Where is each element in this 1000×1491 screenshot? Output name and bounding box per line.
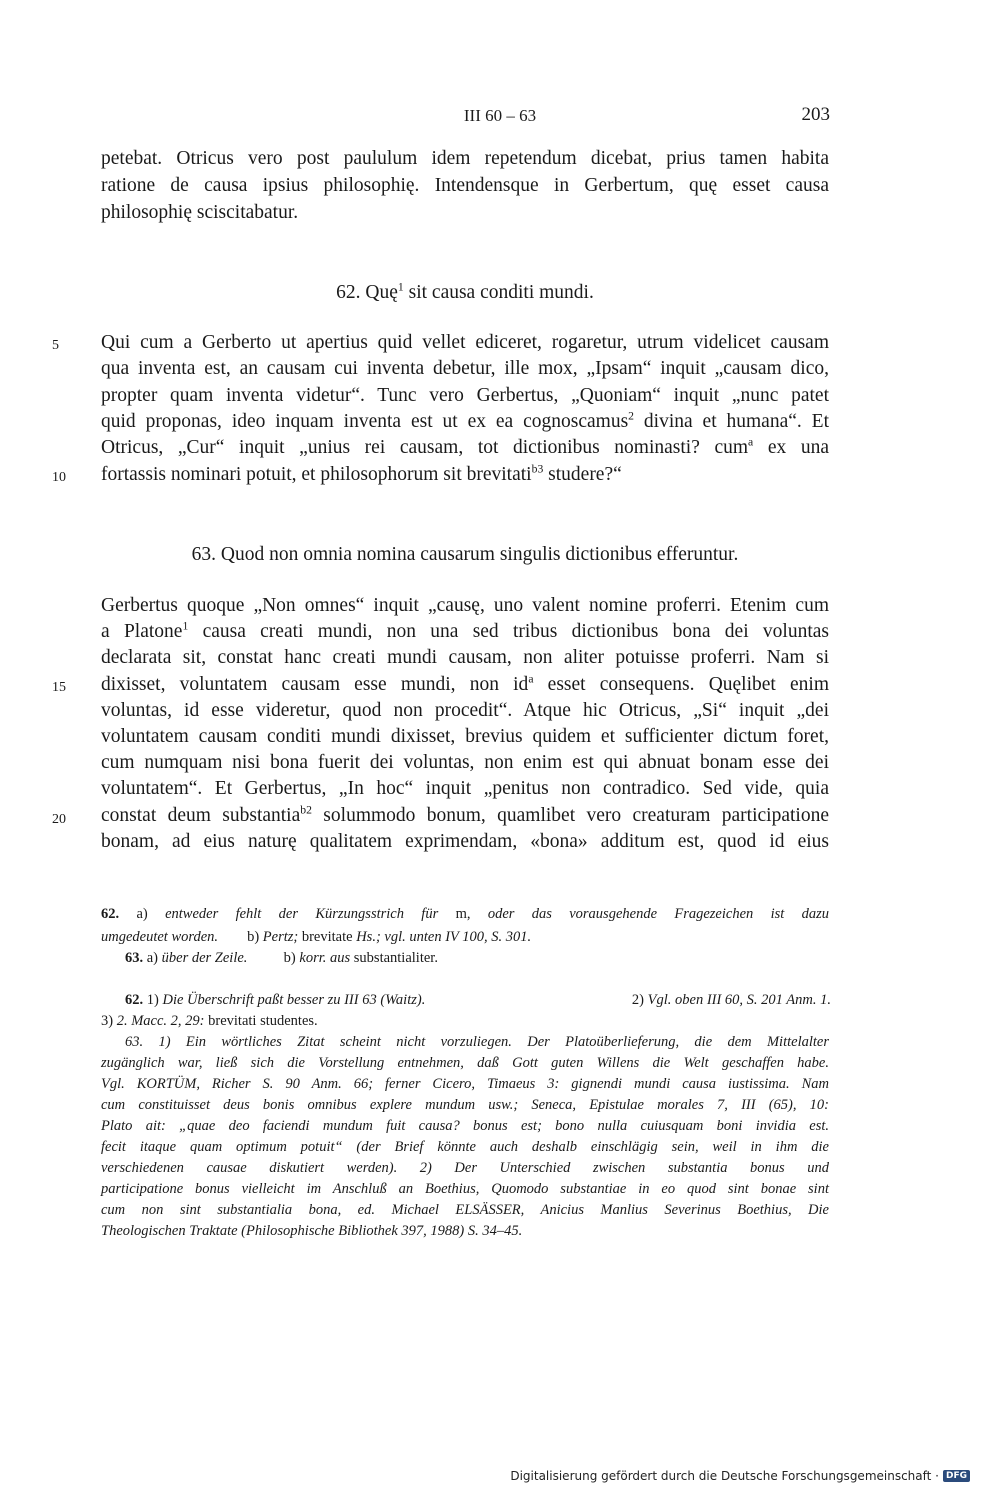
footnote-line: 63. a) über der Zeile. b) korr. aus substantialiter. — [125, 950, 438, 966]
footnote-line: 2) Vgl. oben III 60, S. 201 Anm. 1. — [631, 992, 831, 1008]
line-number: 15 — [52, 680, 66, 695]
text-line: voluntatem“. Et Gerbertus, „In hoc“ inquit „penitus non contradico. Sed vide, quia — [101, 778, 829, 800]
text-line: voluntatem causam conditi mundi dixisset, brevius quidem et sufficienter dictum foret, — [101, 726, 829, 747]
text-line: a Platone$^1$ causa creati mundi, non una sed tribus dictionibus bona dei voluntas — [101, 619, 829, 643]
footnote-line: Vgl. KORTÜM, Richer S. 90 Anm. 66; ferner Cicero, Timaeus 3: gignendi mundi causa iustissima. Nam — [101, 1076, 829, 1092]
footnote-line: 62. a) entweder fehlt der Kürzungsstrich für m, oder das vorausgehende Fragezeichen ist dazu — [101, 906, 830, 922]
footnote-line: 3) 2. Macc. 2, 29: brevitati studentes. — [101, 1013, 318, 1029]
line-number: 5 — [52, 338, 59, 353]
text-line: constat deum substantia$^{b2}$ solummodo bonum, quamlibet vero creaturam participatione — [101, 803, 829, 826]
text-line: dixisset, voluntatem causam esse mundi, non $id^a$ esset consequens. Quęlibet enim — [101, 672, 829, 695]
footnote-line: fecit itaque quam optimum potuit“ (der Brief könnte auch deshalb einschlägig sein, weil in ihm die — [101, 1139, 829, 1155]
line-number: 20 — [52, 812, 66, 827]
page-number: 203 — [801, 104, 830, 125]
text-line: declarata sit, constat hanc creati mundi causam, non aliter potuisse proferri. Nam si — [101, 647, 829, 669]
text-line: fortassis nominari potuit, et philosophorum sit brevitati$^{b3}$ studere?“ — [101, 462, 622, 485]
text-line: petebat. Otricus vero post paululum idem repetendum dicebat, prius tamen habita — [101, 148, 829, 169]
section-heading-63: 63. Quod non omnia nomina causarum singulis dictionibus efferuntur. — [191, 544, 739, 565]
text-line: Otricus, „Cur“ inquit „unius rei causam, tot dictionibus nominasti? cum$^a$ ex una — [101, 435, 829, 459]
footnote-line: cum non sint substantialia bona, ed. Michael ELSÄSSER, Anicius Manlius Severinus Boethius, Die — [101, 1202, 829, 1218]
footnote-line: participatione bonus vielleicht im Anschluß an Boethius, Quomodo substantiae in eo quod sint bonae sint — [101, 1181, 829, 1197]
funding-footer — [510, 1469, 970, 1483]
text-line: cum numquam nisi bona fuerit dei voluntas, non enim est qui abnuat bonam esse dei — [101, 752, 829, 774]
footnote-line: verschiedenen causae diskutiert werden). 2) Der Unterschied zwischen substantia bonus und — [101, 1160, 829, 1176]
footnote-line: umgedeutet worden. b) Pertz; brevitate Hs.; vgl. unten IV 100, S. 301. — [101, 929, 532, 945]
text-line: Qui cum a Gerberto ut apertius quid vellet ediceret, rogaretur, utrum videlicet causam — [101, 332, 829, 353]
footnote-line: 63. 1) Ein wörtliches Zitat scheint nicht vorzuliegen. Der Platoüberlieferung, die dem Mittelalter — [125, 1034, 829, 1050]
footnote-line: 62. 1) Die Überschrift paßt besser zu III 63 (Waitz). — [125, 992, 426, 1008]
footer-text: Digitalisierung gefördert durch die Deutsche Forschungsgemeinschaft · — [510, 1469, 939, 1483]
text-line: quid proponas, ideo inquam inventa est ut ex ea cognoscamus$^2$ divina et humana“. Et — [101, 409, 830, 432]
text-line: bonam, ad eius naturę qualitatem exprimendam, «bona» additum est, quod id eius — [101, 830, 829, 852]
running-title: III 60 – 63 — [463, 106, 537, 125]
text-line: philosophię sciscitabatur. — [101, 202, 299, 223]
footnote-line: zugänglich war, ließ sich die Vorstellung entnehmen, daß Gott guten Willens die Welt geschaffen habe. — [101, 1055, 829, 1071]
footnote-line: Theologischen Traktate (Philosophische Bibliothek 397, 1988) S. 34–45. — [101, 1223, 523, 1239]
section-heading-62: 62. Quę$^1$ sit causa conditi mundi. — [336, 280, 594, 303]
text-line: qua inventa est, an causam cui inventa debetur, ille mox, „Ipsam“ inquit „causam dico, — [101, 358, 829, 380]
text-line: ratione de causa ipsius philosophię. Intendensque in Gerbertum, quę esset causa — [101, 175, 829, 196]
dfg-logo: DFG — [943, 1470, 970, 1482]
text-line: Gerbertus quoque „Non omnes“ inquit „causę, uno valent nomine proferri. Etenim cum — [101, 595, 829, 616]
text-line: voluntas, id esse videretur, quod non procedit“. Atque hic Otricus, „Si“ inquit „dei — [101, 699, 829, 721]
footnote-line: cum constituisset deus bonis omnibus explere mundum usw.; Seneca, Epistulae morales 7, III (65), 10: — [101, 1097, 829, 1113]
line-number: 10 — [52, 470, 66, 485]
footnote-line: Plato ait: „quae deo faciendi mundum fuit causa? bonus est; bono nulla cuiusquam boni invidia est. — [101, 1118, 829, 1134]
text-line: propter quam inventa videtur“. Tunc vero Gerbertus, „Quoniam“ inquit „nunc patet — [101, 384, 829, 406]
